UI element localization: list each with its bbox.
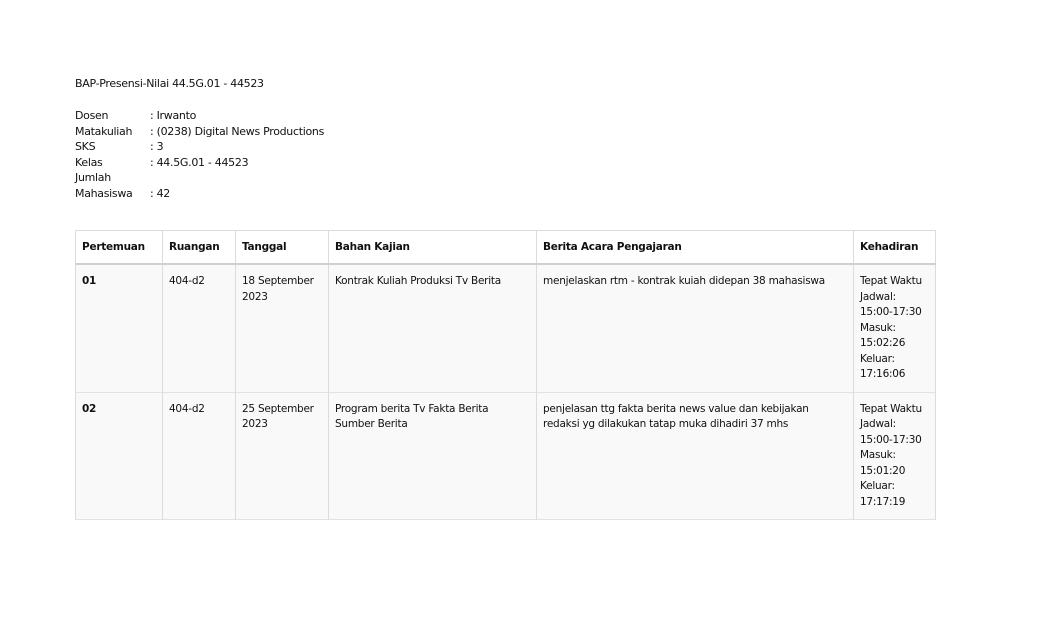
kehadiran-jadwal-label: Jadwal: xyxy=(860,418,896,430)
cell-pertemuan: 02 xyxy=(76,392,163,520)
info-label: Kelas xyxy=(75,155,103,169)
info-label: Matakuliah xyxy=(75,124,133,138)
info-value: : 3 xyxy=(150,140,164,153)
cell-kehadiran xyxy=(854,264,936,392)
table-row xyxy=(76,392,936,520)
cell-ruangan: 404-d2 xyxy=(163,264,236,392)
table-row xyxy=(76,264,936,392)
info-label xyxy=(75,170,149,201)
kehadiran-jadwal-value: 15:00-17:30 xyxy=(860,433,922,446)
info-value: : 42 xyxy=(150,186,170,200)
header-berita-acara: Berita Acara Pengajaran xyxy=(537,231,854,265)
info-value: : 44.5G.01 - 44523 xyxy=(150,155,249,169)
info-label-line: Jumlah xyxy=(75,171,111,184)
cell-bahan-kajian: Kontrak Kuliah Produksi Tv Berita xyxy=(329,264,537,392)
info-label-line: Mahasiswa xyxy=(75,186,133,200)
cell-ruangan: 404-d2 xyxy=(163,392,236,520)
kehadiran-keluar-value: 17:17:19 xyxy=(860,495,906,508)
kehadiran-keluar-value: 17:16:06 xyxy=(860,368,906,380)
info-label: SKS xyxy=(75,140,96,153)
kehadiran-masuk-label: Masuk: xyxy=(860,321,896,334)
header-pertemuan: Pertemuan xyxy=(76,231,163,265)
cell-kehadiran xyxy=(854,392,936,520)
kehadiran-masuk-value: 15:02:26 xyxy=(860,337,906,349)
cell-berita-acara: penjelasan ttg fakta berita news value dan kebijakan redaksi yg dilakukan tatap muka dihadiri 37 mhs xyxy=(537,392,854,520)
info-row-dosen xyxy=(75,108,324,124)
kehadiran-keluar-label: Keluar: xyxy=(860,352,895,365)
kehadiran-masuk-value: 15:01:20 xyxy=(860,464,906,477)
cell-tanggal: 25 September 2023 xyxy=(236,392,329,520)
attendance-table xyxy=(75,230,936,520)
info-value: : Irwanto xyxy=(150,109,197,122)
info-row-kelas xyxy=(75,155,324,171)
info-row-jumlah-mahasiswa xyxy=(75,170,324,201)
info-label: Dosen xyxy=(75,109,109,122)
cell-bahan-kajian: Program berita Tv Fakta Berita Sumber Berita xyxy=(329,392,537,520)
kehadiran-masuk-label: Masuk: xyxy=(860,449,896,461)
header-ruangan: Ruangan xyxy=(163,231,236,265)
info-row-matakuliah xyxy=(75,124,324,140)
header-tanggal: Tanggal xyxy=(236,231,329,265)
course-info xyxy=(75,108,324,201)
kehadiran-keluar-label: Keluar: xyxy=(860,480,895,492)
cell-tanggal: 18 September 2023 xyxy=(236,264,329,392)
info-row-sks xyxy=(75,139,324,155)
cell-pertemuan: 01 xyxy=(76,264,163,392)
kehadiran-status: Tepat Waktu xyxy=(860,402,922,415)
header-bahan-kajian: Bahan Kajian xyxy=(329,231,537,265)
header-kehadiran: Kehadiran xyxy=(854,231,936,265)
document-title: BAP-Presensi-Nilai 44.5G.01 - 44523 xyxy=(75,77,264,90)
kehadiran-jadwal-label: Jadwal: xyxy=(860,290,896,303)
kehadiran-jadwal-value: 15:00-17:30 xyxy=(860,306,922,318)
kehadiran-status: Tepat Waktu xyxy=(860,275,922,287)
info-value: : (0238) Digital News Productions xyxy=(150,124,325,138)
table-header-row xyxy=(76,231,936,265)
cell-berita-acara: menjelaskan rtm - kontrak kuiah didepan 38 mahasiswa xyxy=(537,264,854,392)
